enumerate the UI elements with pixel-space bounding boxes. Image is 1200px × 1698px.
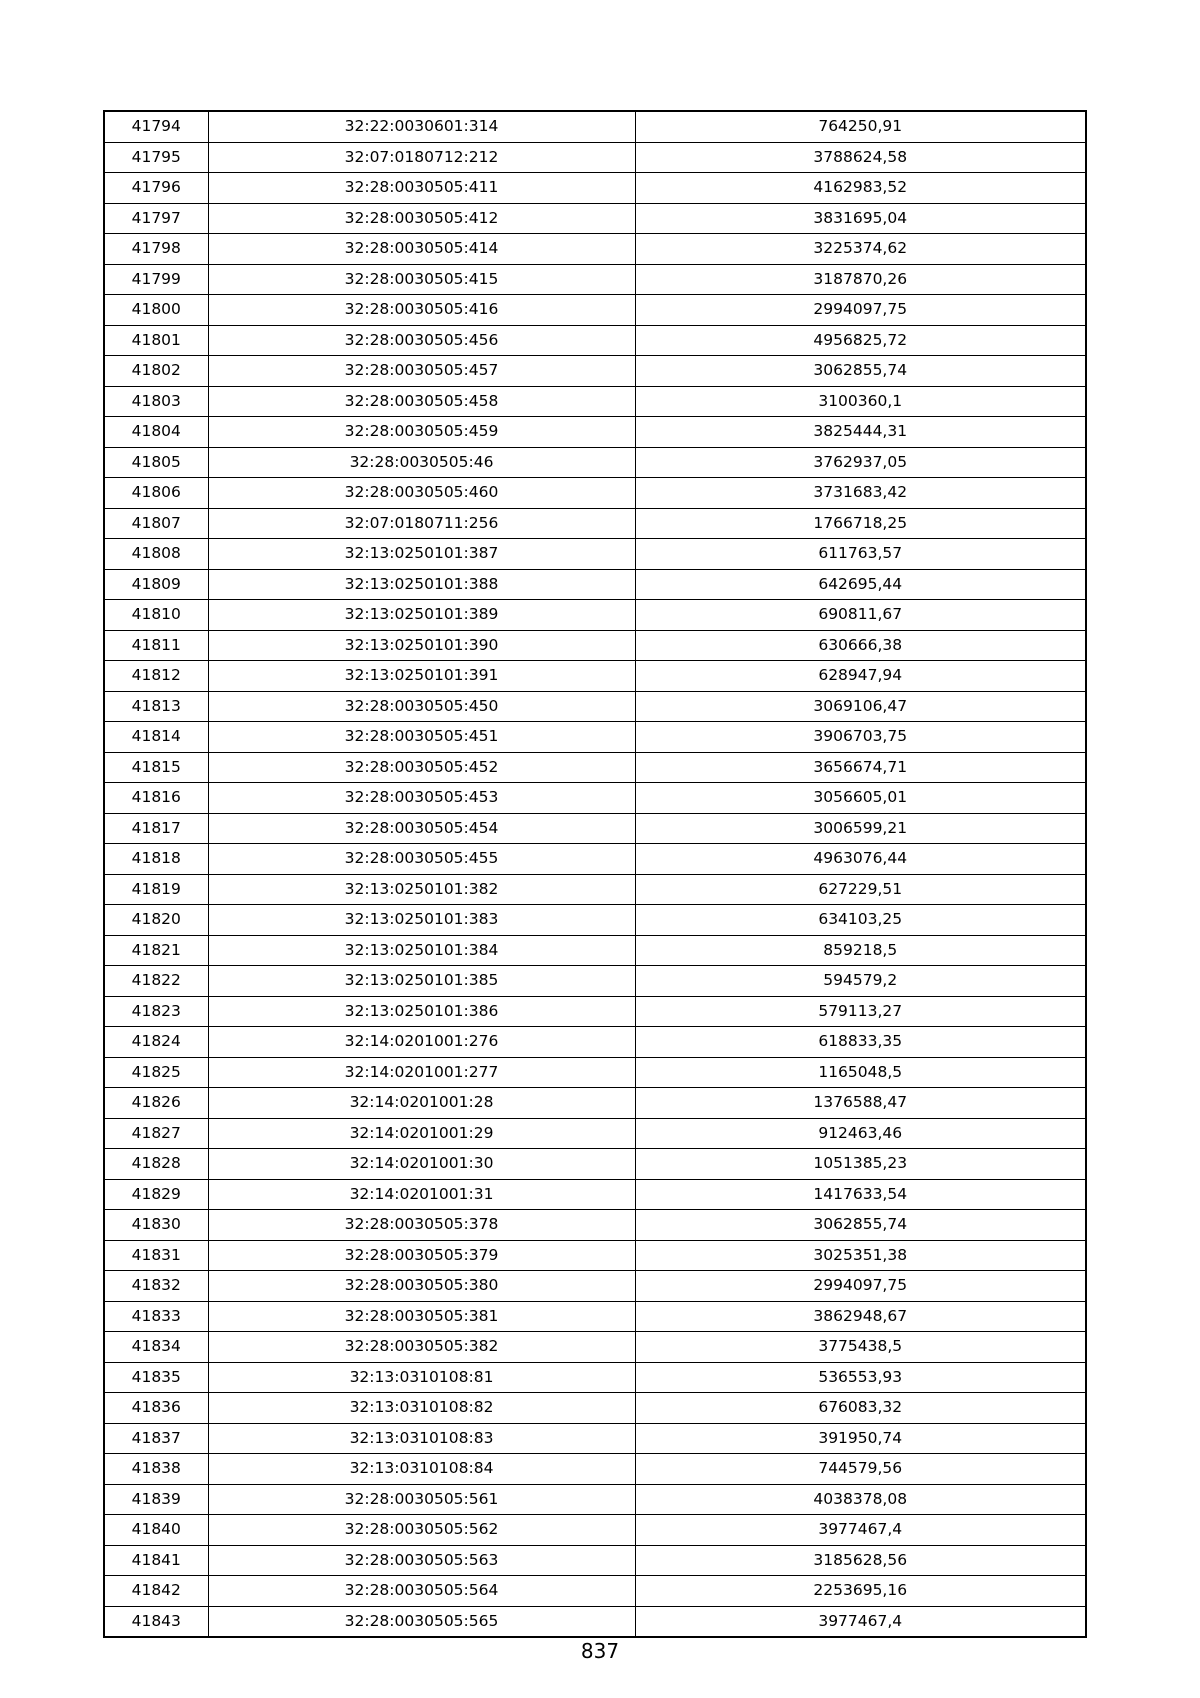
cadastral-number-cell: 32:13:0250101:390 [208,630,635,661]
table-row [104,844,1086,875]
cadastral-value-cell: 3656674,71 [635,752,1086,783]
cadastral-value-cell: 3006599,21 [635,813,1086,844]
row-number-cell: 41794 [104,111,208,142]
table-row [104,874,1086,905]
cadastral-number-cell: 32:13:0310108:84 [208,1454,635,1485]
cadastral-value-cell: 3862948,67 [635,1301,1086,1332]
row-number-cell: 41798 [104,234,208,265]
table-row [104,1088,1086,1119]
row-number-cell: 41799 [104,264,208,295]
cadastral-number-cell: 32:28:0030505:381 [208,1301,635,1332]
cadastral-value-cell: 1376588,47 [635,1088,1086,1119]
cadastral-value-cell: 3825444,31 [635,417,1086,448]
row-number-cell: 41821 [104,935,208,966]
cadastral-number-cell: 32:28:0030505:46 [208,447,635,478]
row-number-cell: 41832 [104,1271,208,1302]
table-row [104,1240,1086,1271]
cadastral-number-cell: 32:14:0201001:31 [208,1179,635,1210]
cadastral-number-cell: 32:14:0201001:28 [208,1088,635,1119]
table-row [104,1545,1086,1576]
table-row [104,1484,1086,1515]
cadastral-value-cell: 764250,91 [635,111,1086,142]
cadastral-number-cell: 32:14:0201001:277 [208,1057,635,1088]
cadastral-value-cell: 3788624,58 [635,142,1086,173]
cadastral-number-cell: 32:14:0201001:30 [208,1149,635,1180]
cadastral-number-cell: 32:28:0030505:378 [208,1210,635,1241]
row-number-cell: 41840 [104,1515,208,1546]
table-row [104,722,1086,753]
table-row [104,1271,1086,1302]
table-row [104,111,1086,142]
cadastral-number-cell: 32:14:0201001:29 [208,1118,635,1149]
row-number-cell: 41805 [104,447,208,478]
cadastral-number-cell: 32:28:0030505:454 [208,813,635,844]
cadastral-value-cell: 912463,46 [635,1118,1086,1149]
row-number-cell: 41797 [104,203,208,234]
row-number-cell: 41820 [104,905,208,936]
cadastral-value-cell: 744579,56 [635,1454,1086,1485]
cadastral-number-cell: 32:28:0030505:415 [208,264,635,295]
table-row [104,1423,1086,1454]
cadastral-number-cell: 32:28:0030505:455 [208,844,635,875]
table-row [104,1454,1086,1485]
cadastral-value-cell: 3977467,4 [635,1606,1086,1637]
table-row [104,691,1086,722]
cadastral-value-table [103,110,1087,1638]
row-number-cell: 41814 [104,722,208,753]
table-row [104,966,1086,997]
row-number-cell: 41841 [104,1545,208,1576]
table-row [104,996,1086,1027]
cadastral-number-cell: 32:28:0030505:451 [208,722,635,753]
cadastral-value-cell: 4956825,72 [635,325,1086,356]
table-row [104,905,1086,936]
table-row [104,1606,1086,1637]
cadastral-value-cell: 2994097,75 [635,1271,1086,1302]
cadastral-value-cell: 634103,25 [635,905,1086,936]
cadastral-number-cell: 32:28:0030505:565 [208,1606,635,1637]
cadastral-number-cell: 32:28:0030505:460 [208,478,635,509]
cadastral-value-cell: 4162983,52 [635,173,1086,204]
table-row [104,1057,1086,1088]
cadastral-number-cell: 32:13:0250101:384 [208,935,635,966]
cadastral-value-cell: 3025351,38 [635,1240,1086,1271]
cadastral-value-cell: 628947,94 [635,661,1086,692]
cadastral-number-cell: 32:13:0250101:388 [208,569,635,600]
cadastral-value-cell: 3906703,75 [635,722,1086,753]
cadastral-value-cell: 3775438,5 [635,1332,1086,1363]
row-number-cell: 41809 [104,569,208,600]
table-row [104,813,1086,844]
row-number-cell: 41817 [104,813,208,844]
cadastral-number-cell: 32:13:0250101:385 [208,966,635,997]
cadastral-value-cell: 1165048,5 [635,1057,1086,1088]
table-row [104,478,1086,509]
cadastral-value-cell: 859218,5 [635,935,1086,966]
cadastral-value-cell: 391950,74 [635,1423,1086,1454]
cadastral-value-cell: 611763,57 [635,539,1086,570]
cadastral-number-cell: 32:13:0250101:382 [208,874,635,905]
cadastral-number-cell: 32:28:0030505:458 [208,386,635,417]
cadastral-number-cell: 32:28:0030505:456 [208,325,635,356]
table-row [104,295,1086,326]
cadastral-number-cell: 32:28:0030505:564 [208,1576,635,1607]
cadastral-number-cell: 32:28:0030505:561 [208,1484,635,1515]
table-row [104,386,1086,417]
cadastral-value-cell: 3069106,47 [635,691,1086,722]
cadastral-number-cell: 32:28:0030505:414 [208,234,635,265]
table-row [104,661,1086,692]
cadastral-number-cell: 32:13:0310108:81 [208,1362,635,1393]
table-row [104,935,1086,966]
row-number-cell: 41811 [104,630,208,661]
row-number-cell: 41810 [104,600,208,631]
row-number-cell: 41824 [104,1027,208,1058]
row-number-cell: 41818 [104,844,208,875]
table-row [104,1179,1086,1210]
cadastral-value-cell: 3056605,01 [635,783,1086,814]
row-number-cell: 41843 [104,1606,208,1637]
cadastral-value-cell: 618833,35 [635,1027,1086,1058]
row-number-cell: 41795 [104,142,208,173]
table-row [104,447,1086,478]
cadastral-value-cell: 676083,32 [635,1393,1086,1424]
cadastral-value-cell: 627229,51 [635,874,1086,905]
cadastral-number-cell: 32:07:0180712:212 [208,142,635,173]
cadastral-number-cell: 32:28:0030505:457 [208,356,635,387]
cadastral-value-cell: 594579,2 [635,966,1086,997]
table-row [104,264,1086,295]
row-number-cell: 41829 [104,1179,208,1210]
row-number-cell: 41819 [104,874,208,905]
row-number-cell: 41826 [104,1088,208,1119]
cadastral-number-cell: 32:28:0030505:380 [208,1271,635,1302]
cadastral-value-cell: 3100360,1 [635,386,1086,417]
cadastral-value-cell: 2253695,16 [635,1576,1086,1607]
table-row [104,417,1086,448]
row-number-cell: 41806 [104,478,208,509]
row-number-cell: 41830 [104,1210,208,1241]
row-number-cell: 41804 [104,417,208,448]
table-row [104,539,1086,570]
cadastral-value-cell: 3062855,74 [635,1210,1086,1241]
row-number-cell: 41828 [104,1149,208,1180]
row-number-cell: 41827 [104,1118,208,1149]
cadastral-value-cell: 3185628,56 [635,1545,1086,1576]
cadastral-value-cell: 4038378,08 [635,1484,1086,1515]
row-number-cell: 41796 [104,173,208,204]
table-row [104,356,1086,387]
table-row [104,1576,1086,1607]
cadastral-number-cell: 32:13:0310108:83 [208,1423,635,1454]
cadastral-number-cell: 32:28:0030505:416 [208,295,635,326]
cadastral-number-cell: 32:13:0310108:82 [208,1393,635,1424]
table-row [104,1301,1086,1332]
cadastral-number-cell: 32:28:0030505:459 [208,417,635,448]
row-number-cell: 41831 [104,1240,208,1271]
table-row [104,1393,1086,1424]
table-row [104,508,1086,539]
cadastral-value-cell: 3977467,4 [635,1515,1086,1546]
table-row [104,569,1086,600]
row-number-cell: 41838 [104,1454,208,1485]
table-row [104,1027,1086,1058]
cadastral-number-cell: 32:28:0030505:563 [208,1545,635,1576]
row-number-cell: 41833 [104,1301,208,1332]
table-row [104,1362,1086,1393]
cadastral-value-cell: 579113,27 [635,996,1086,1027]
cadastral-value-cell: 1766718,25 [635,508,1086,539]
cadastral-value-cell: 642695,44 [635,569,1086,600]
row-number-cell: 41823 [104,996,208,1027]
cadastral-value-cell: 2994097,75 [635,295,1086,326]
row-number-cell: 41812 [104,661,208,692]
cadastral-number-cell: 32:28:0030505:411 [208,173,635,204]
row-number-cell: 41835 [104,1362,208,1393]
cadastral-number-cell: 32:13:0250101:391 [208,661,635,692]
row-number-cell: 41801 [104,325,208,356]
row-number-cell: 41803 [104,386,208,417]
row-number-cell: 41839 [104,1484,208,1515]
table-row [104,600,1086,631]
cadastral-value-cell: 4963076,44 [635,844,1086,875]
page-number: 837 [580,1639,620,1663]
row-number-cell: 41816 [104,783,208,814]
cadastral-number-cell: 32:13:0250101:386 [208,996,635,1027]
cadastral-number-cell: 32:28:0030505:452 [208,752,635,783]
table-row [104,1149,1086,1180]
table-row [104,325,1086,356]
cadastral-value-cell: 630666,38 [635,630,1086,661]
table-row [104,783,1086,814]
cadastral-number-cell: 32:28:0030505:450 [208,691,635,722]
row-number-cell: 41808 [104,539,208,570]
table-row [104,1118,1086,1149]
row-number-cell: 41815 [104,752,208,783]
cadastral-value-cell: 536553,93 [635,1362,1086,1393]
cadastral-value-cell: 1417633,54 [635,1179,1086,1210]
cadastral-number-cell: 32:13:0250101:387 [208,539,635,570]
table-row [104,630,1086,661]
row-number-cell: 41800 [104,295,208,326]
cadastral-number-cell: 32:14:0201001:276 [208,1027,635,1058]
cadastral-number-cell: 32:22:0030601:314 [208,111,635,142]
table-row [104,1332,1086,1363]
table-row [104,173,1086,204]
cadastral-number-cell: 32:07:0180711:256 [208,508,635,539]
cadastral-number-cell: 32:28:0030505:412 [208,203,635,234]
row-number-cell: 41834 [104,1332,208,1363]
cadastral-number-cell: 32:13:0250101:389 [208,600,635,631]
cadastral-number-cell: 32:28:0030505:382 [208,1332,635,1363]
row-number-cell: 41825 [104,1057,208,1088]
cadastral-number-cell: 32:28:0030505:379 [208,1240,635,1271]
cadastral-value-cell: 3225374,62 [635,234,1086,265]
table-body [104,111,1086,1637]
table-row [104,203,1086,234]
table-row [104,1515,1086,1546]
table-row [104,752,1086,783]
table-row [104,142,1086,173]
cadastral-number-cell: 32:28:0030505:562 [208,1515,635,1546]
cadastral-value-cell: 690811,67 [635,600,1086,631]
row-number-cell: 41813 [104,691,208,722]
row-number-cell: 41802 [104,356,208,387]
row-number-cell: 41837 [104,1423,208,1454]
cadastral-value-cell: 3731683,42 [635,478,1086,509]
cadastral-value-cell: 3062855,74 [635,356,1086,387]
row-number-cell: 41822 [104,966,208,997]
cadastral-value-cell: 3831695,04 [635,203,1086,234]
cadastral-number-cell: 32:13:0250101:383 [208,905,635,936]
row-number-cell: 41807 [104,508,208,539]
table-row [104,1210,1086,1241]
cadastral-value-cell: 1051385,23 [635,1149,1086,1180]
row-number-cell: 41842 [104,1576,208,1607]
cadastral-value-cell: 3187870,26 [635,264,1086,295]
row-number-cell: 41836 [104,1393,208,1424]
table-row [104,234,1086,265]
cadastral-number-cell: 32:28:0030505:453 [208,783,635,814]
cadastral-value-cell: 3762937,05 [635,447,1086,478]
